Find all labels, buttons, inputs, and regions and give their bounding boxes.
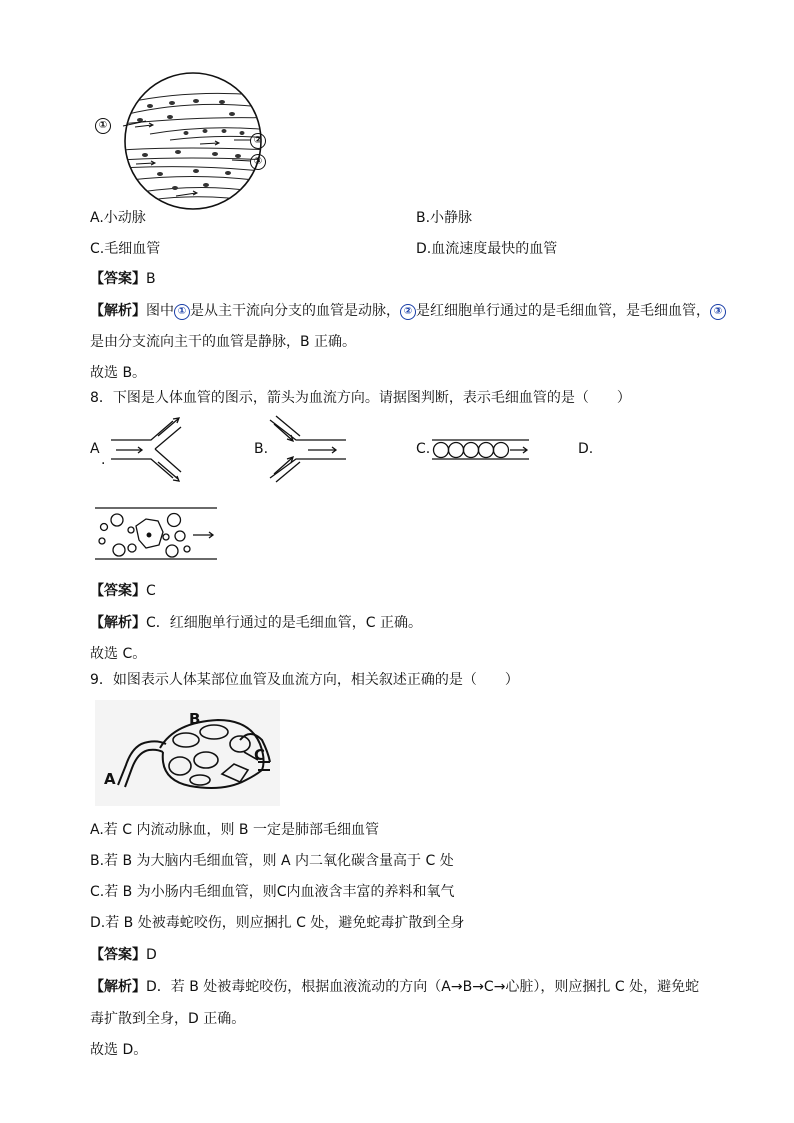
q9-answer-tag: 【答案】 (90, 947, 146, 963)
q8-analysis: 【解析】C．红细胞单行通过的是毛细血管，C 正确。 (90, 615, 422, 631)
q8-option-d-label: D. (578, 441, 594, 457)
q9-label-a: A (104, 770, 116, 788)
q8-analysis-tag: 【解析】 (90, 615, 146, 631)
q9-analysis-tag: 【解析】 (90, 979, 146, 995)
q9-option-b: B.若 B 为大脑内毛细血管，则 A 内二氧化碳含量高于 C 处 (90, 853, 454, 869)
q8-answer-value: C (146, 583, 156, 599)
q8-option-c-label: C. (416, 441, 431, 457)
q8-stem: 8．下图是人体血管的图示，箭头为血流方向。请据图判断，表示毛细血管的是（ ） (90, 390, 631, 406)
q8-option-a-label: A (90, 441, 100, 457)
q7-option-d: D.血流速度最快的血管 (416, 241, 558, 257)
q9-answer (90, 945, 157, 965)
circle-1: ① (174, 304, 190, 320)
q9-label-c: C (254, 746, 266, 764)
q7-label-2: ② (250, 133, 266, 149)
q9-answer-value: D (146, 947, 157, 963)
q8-conclusion: 故选 C。 (90, 646, 147, 662)
q7-option-b: B.小静脉 (416, 210, 473, 226)
q7-option-a: A.小动脉 (90, 210, 146, 226)
q7-analysis-line2: 是由分支流向主干的血管是静脉，B 正确。 (90, 334, 357, 350)
q8-option-a-dot: . (101, 452, 106, 468)
q8-answer-tag: 【答案】 (90, 583, 146, 599)
q7-label-3: ③ (250, 154, 266, 170)
q8-option-b-label: B. (254, 441, 269, 457)
q7-analysis-line1: 【解析】图中 ① 是从主干流向分支的血管是动脉， ② 是红细胞单行通过的是毛细血管，是毛细血管， ③ (90, 301, 726, 321)
q7-conclusion: 故选 B。 (90, 365, 147, 381)
q9-label-b: B (189, 710, 201, 728)
q9-stem: 9．如图表示人体某部位血管及血流方向，相关叙述正确的是（ ） (90, 672, 519, 688)
q9-option-a: A.若 C 内流动脉血，则 B 一定是肺部毛细血管 (90, 822, 379, 838)
q9-option-c: C.若 B 为小肠内毛细血管，则C内血液含丰富的养料和氧气 (90, 884, 455, 900)
q7-label-1: ① (95, 118, 111, 134)
q9-conclusion: 故选 D。 (90, 1042, 148, 1058)
q7-answer-value: B (146, 271, 156, 287)
q7-option-c: C.毛细血管 (90, 241, 161, 257)
q7-analysis-tag: 【解析】 (90, 303, 146, 319)
q9-analysis-line1: 【解析】D．若 B 处被毒蛇咬伤，根据血液流动的方向（A→B→C→心脏），则应捆扎 C 处，避免蛇 (90, 979, 700, 995)
q9-analysis-line2: 毒扩散到全身，D 正确。 (90, 1011, 246, 1027)
circle-2: ② (400, 304, 416, 320)
q9-option-d: D.若 B 处被毒蛇咬伤，则应捆扎 C 处，避免蛇毒扩散到全身 (90, 915, 465, 931)
q7-answer-tag: 【答案】 (90, 271, 146, 287)
circle-3: ③ (710, 304, 726, 320)
